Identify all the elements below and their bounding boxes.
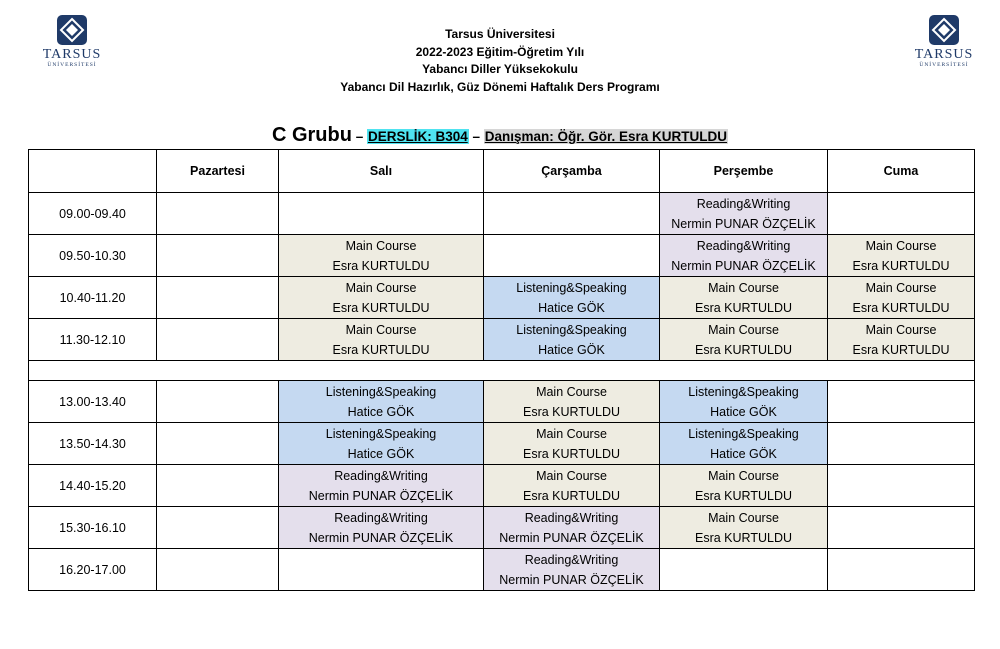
- course-name: Main Course: [865, 322, 937, 337]
- course-name: Main Course: [865, 280, 937, 295]
- course-name: Listening&Speaking: [688, 426, 799, 441]
- empty-cell: [828, 465, 975, 507]
- class-cell: [279, 319, 484, 361]
- header-university: Tarsus Üniversitesi: [445, 27, 555, 41]
- table-row: [29, 193, 975, 235]
- group-name: C Grubu: [271, 124, 352, 146]
- course-name: Main Course: [708, 468, 779, 483]
- empty-cell: [828, 193, 975, 235]
- teacher-name: Hatice GÖK: [538, 342, 605, 357]
- class-cell: [828, 319, 975, 361]
- group-separator: –: [468, 129, 484, 144]
- time-slot-cell: 13.00-13.40: [29, 381, 157, 423]
- class-cell: [279, 277, 484, 319]
- header-academic-year: 2022-2023 Eğitim-Öğretim Yılı: [415, 44, 585, 59]
- empty-cell: [157, 381, 279, 423]
- table-row: [29, 507, 975, 549]
- time-slot-cell: 09.50-10.30: [29, 235, 157, 277]
- course-name: Main Course: [345, 322, 417, 337]
- course-name: Main Course: [536, 384, 607, 399]
- teacher-name: Esra KURTULDU: [522, 446, 620, 461]
- header-cell-day: Perşembe: [660, 150, 828, 193]
- table-row: [29, 549, 975, 591]
- teacher-name: Nermin PUNAR ÖZÇELİK: [499, 530, 644, 545]
- empty-cell: [157, 465, 279, 507]
- time-slot-cell: 09.00-09.40: [29, 193, 157, 235]
- time-slot-cell: 14.40-15.20: [29, 465, 157, 507]
- header-program: Yabancı Dil Hazırlık, Güz Dönemi Haftalık Ders Programı: [340, 79, 660, 94]
- teacher-name: Nermin PUNAR ÖZÇELİK: [499, 572, 644, 587]
- course-name: Main Course: [708, 510, 779, 525]
- group-separator: –: [351, 129, 367, 144]
- teacher-name: Esra KURTULDU: [694, 530, 792, 545]
- class-cell: [828, 277, 975, 319]
- class-cell: [660, 465, 828, 507]
- class-cell: [660, 381, 828, 423]
- empty-cell: [157, 319, 279, 361]
- class-cell: [484, 465, 660, 507]
- lunch-break-cell: [29, 361, 975, 381]
- course-name: Reading&Writing: [696, 238, 791, 253]
- time-slot-cell: 13.50-14.30: [29, 423, 157, 465]
- teacher-name: Esra KURTULDU: [332, 300, 430, 315]
- class-cell: [279, 465, 484, 507]
- classroom-label: DERSLİK: B304: [367, 129, 468, 144]
- class-cell: [484, 319, 660, 361]
- class-cell: [660, 277, 828, 319]
- lunch-break-row: [29, 361, 975, 381]
- teacher-name: Esra KURTULDU: [852, 300, 950, 315]
- group-title: [0, 124, 1000, 147]
- empty-cell: [660, 549, 828, 591]
- course-name: Main Course: [708, 322, 779, 337]
- table-row: [29, 381, 975, 423]
- course-name: Listening&Speaking: [688, 384, 799, 399]
- empty-cell: [828, 507, 975, 549]
- logo-name: TARSUS: [914, 47, 974, 62]
- teacher-name: Esra KURTULDU: [522, 488, 620, 503]
- header-cell-day: Salı: [279, 150, 484, 193]
- class-cell: [660, 507, 828, 549]
- class-cell: [660, 235, 828, 277]
- teacher-name: Esra KURTULDU: [694, 488, 792, 503]
- teacher-name: Nermin PUNAR ÖZÇELİK: [671, 258, 816, 273]
- teacher-name: Esra KURTULDU: [852, 258, 950, 273]
- weekly-schedule-table: [28, 149, 975, 591]
- teacher-name: Esra KURTULDU: [694, 300, 792, 315]
- class-cell: [660, 193, 828, 235]
- time-slot-cell: 15.30-16.10: [29, 507, 157, 549]
- class-cell: [484, 549, 660, 591]
- teacher-name: Hatice GÖK: [347, 446, 415, 461]
- course-name: Reading&Writing: [334, 510, 428, 525]
- teacher-name: Esra KURTULDU: [852, 342, 950, 357]
- teacher-name: Esra KURTULDU: [332, 258, 430, 273]
- empty-cell: [279, 193, 484, 235]
- course-name: Main Course: [536, 468, 607, 483]
- document-header: [0, 26, 1000, 96]
- course-name: Listening&Speaking: [325, 384, 437, 399]
- empty-cell: [279, 549, 484, 591]
- header-cell-day: Çarşamba: [484, 150, 660, 193]
- teacher-name: Nermin PUNAR ÖZÇELİK: [308, 530, 454, 545]
- empty-cell: [828, 381, 975, 423]
- empty-cell: [157, 507, 279, 549]
- class-cell: [484, 423, 660, 465]
- empty-cell: [828, 549, 975, 591]
- table-row: [29, 465, 975, 507]
- teacher-name: Esra KURTULDU: [332, 342, 430, 357]
- empty-cell: [484, 193, 660, 235]
- course-name: Listening&Speaking: [516, 322, 627, 337]
- teacher-name: Hatice GÖK: [710, 446, 777, 461]
- course-name: Listening&Speaking: [516, 280, 627, 295]
- class-cell: [279, 507, 484, 549]
- class-cell: [484, 381, 660, 423]
- table-header-row: [29, 150, 975, 193]
- schedule-body: [29, 193, 975, 591]
- course-name: Main Course: [865, 238, 937, 253]
- empty-cell: [157, 193, 279, 235]
- logo-subtitle: ÜNİVERSİTESİ: [919, 62, 969, 68]
- empty-cell: [484, 235, 660, 277]
- header-cell-time: [29, 150, 157, 193]
- header-cell-day: Pazartesi: [157, 150, 279, 193]
- teacher-name: Hatice GÖK: [538, 300, 605, 315]
- table-row: [29, 235, 975, 277]
- empty-cell: [157, 549, 279, 591]
- teacher-name: Hatice GÖK: [347, 404, 415, 419]
- header-school: Yabancı Diller Yüksekokulu: [422, 62, 578, 76]
- course-name: Reading&Writing: [524, 552, 619, 567]
- empty-cell: [157, 235, 279, 277]
- course-name: Main Course: [708, 280, 779, 295]
- class-cell: [484, 277, 660, 319]
- class-cell: [279, 423, 484, 465]
- empty-cell: [157, 277, 279, 319]
- teacher-name: Esra KURTULDU: [522, 404, 620, 419]
- time-slot-cell: 10.40-11.20: [29, 277, 157, 319]
- course-name: Reading&Writing: [696, 196, 791, 211]
- teacher-name: Esra KURTULDU: [694, 342, 792, 357]
- table-row: [29, 277, 975, 319]
- course-name: Reading&Writing: [524, 510, 619, 525]
- course-name: Main Course: [345, 238, 417, 253]
- logo-subtitle: ÜNİVERSİTESİ: [47, 62, 97, 68]
- table-row: [29, 423, 975, 465]
- logo-name: TARSUS: [42, 47, 102, 62]
- course-name: Main Course: [345, 280, 417, 295]
- course-name: Listening&Speaking: [325, 426, 437, 441]
- teacher-name: Nermin PUNAR ÖZÇELİK: [671, 216, 816, 231]
- advisor-label: Danışman: Öğr. Gör. Esra KURTULDU: [484, 129, 728, 144]
- class-cell: [484, 507, 660, 549]
- class-cell: [279, 235, 484, 277]
- empty-cell: [157, 423, 279, 465]
- class-cell: [660, 423, 828, 465]
- teacher-name: Nermin PUNAR ÖZÇELİK: [308, 488, 454, 503]
- teacher-name: Hatice GÖK: [710, 404, 777, 419]
- header-cell-day: Cuma: [828, 150, 975, 193]
- class-cell: [828, 235, 975, 277]
- table-row: [29, 319, 975, 361]
- course-name: Main Course: [536, 426, 607, 441]
- time-slot-cell: 16.20-17.00: [29, 549, 157, 591]
- time-slot-cell: 11.30-12.10: [29, 319, 157, 361]
- empty-cell: [828, 423, 975, 465]
- class-cell: [660, 319, 828, 361]
- course-name: Reading&Writing: [334, 468, 428, 483]
- class-cell: [279, 381, 484, 423]
